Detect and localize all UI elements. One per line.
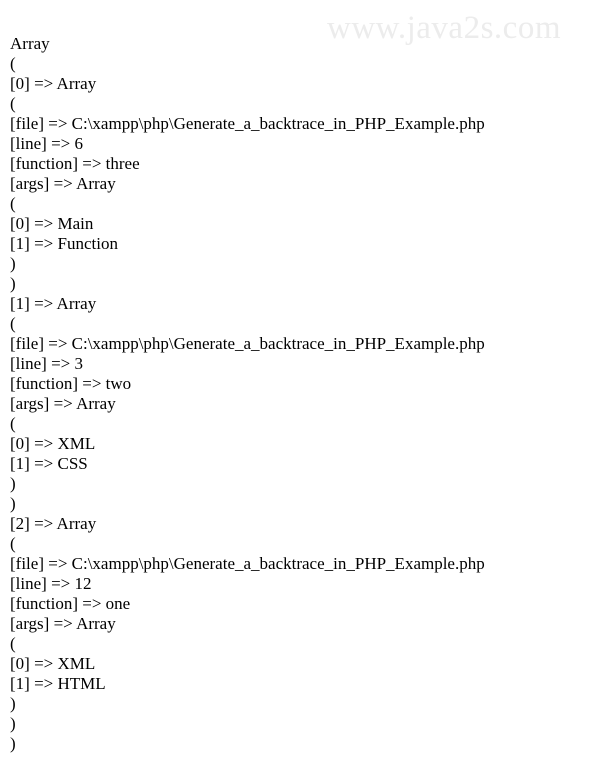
output-line: ): [10, 694, 16, 713]
output-line: [file] => C:\xampp\php\Generate_a_backtrace_in_PHP_Example.php: [10, 334, 485, 353]
output-line: (: [10, 314, 16, 333]
output-line: [args] => Array: [10, 394, 116, 413]
output-line: (: [10, 414, 16, 433]
output-line: (: [10, 54, 16, 73]
output-line: ): [10, 474, 16, 493]
output-line: Array: [10, 34, 50, 53]
output-line: [function] => three: [10, 154, 140, 173]
output-line: [1] => Function: [10, 234, 118, 253]
output-line: ): [10, 494, 16, 513]
output-line: ): [10, 274, 16, 293]
output-line: [0] => XML: [10, 434, 96, 453]
output-line: [0] => Main: [10, 214, 94, 233]
output-line: [1] => Array: [10, 294, 97, 313]
output-line: [0] => XML: [10, 654, 96, 673]
watermark: www.java2s.com: [327, 10, 561, 46]
backtrace-output: [10, 34, 485, 754]
output-line: [args] => Array: [10, 614, 116, 633]
output-line: ): [10, 254, 16, 273]
output-line: [line] => 12: [10, 574, 92, 593]
output-line: [line] => 6: [10, 134, 83, 153]
output-line: [file] => C:\xampp\php\Generate_a_backtrace_in_PHP_Example.php: [10, 114, 485, 133]
output-line: (: [10, 94, 16, 113]
output-line: [2] => Array: [10, 514, 97, 533]
output-line: [function] => two: [10, 374, 132, 393]
output-line: [function] => one: [10, 594, 131, 613]
output-line: (: [10, 634, 16, 653]
output-line: [0] => Array: [10, 74, 97, 93]
output-line: [args] => Array: [10, 174, 116, 193]
output-line: ): [10, 734, 16, 753]
output-line: [1] => CSS: [10, 454, 88, 473]
output-line: ): [10, 714, 16, 733]
output-line: [file] => C:\xampp\php\Generate_a_backtrace_in_PHP_Example.php: [10, 554, 485, 573]
output-line: (: [10, 194, 16, 213]
output-line: (: [10, 534, 16, 553]
output-line: [1] => HTML: [10, 674, 106, 693]
output-line: [line] => 3: [10, 354, 83, 373]
